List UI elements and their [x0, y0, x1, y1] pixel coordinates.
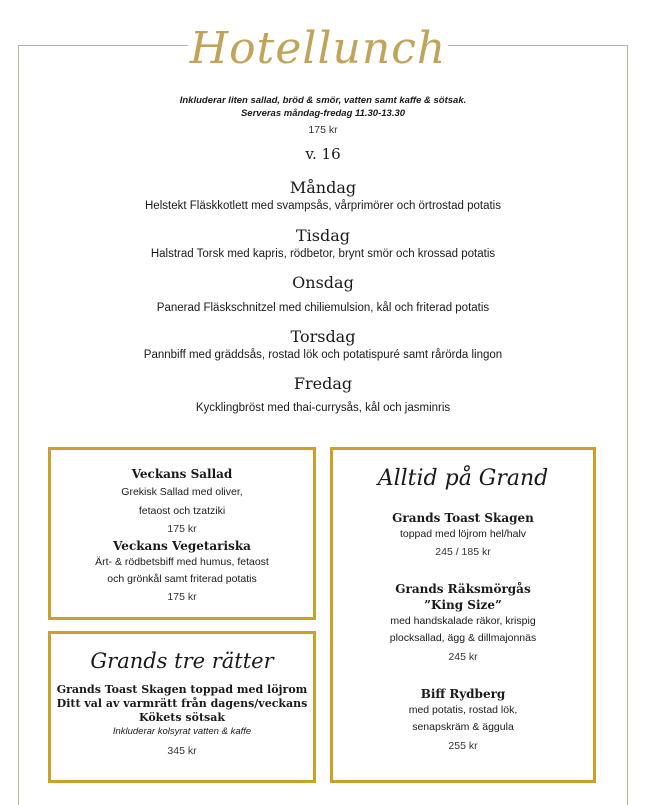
day-monday: Måndag: [289, 178, 357, 197]
always-item3-price: 255 kr: [448, 740, 478, 752]
day-wednesday: Onsdag: [292, 273, 354, 292]
always-item1-desc: toppad med löjrom hel/halv: [399, 528, 527, 540]
always-item2-title: Grands Räksmörgås: [395, 582, 531, 596]
day-thursday: Torsdag: [290, 327, 356, 346]
dish-wednesday: Panerad Fläskschnitzel med chiliemulsion, kål och friterad potatis: [156, 302, 490, 314]
page-title: Hotellunch: [189, 23, 447, 74]
weekly-salad-title: Veckans Sallad: [131, 467, 233, 481]
always-item3-desc1: med potatis, rostad lök,: [408, 704, 518, 716]
weekly-salad-line1: Grekisk Sallad med oliver,: [121, 486, 243, 498]
three-price: 345 kr: [167, 745, 197, 757]
always-item2-sub: ”King Size”: [424, 598, 502, 612]
always-item1-title: Grands Toast Skagen: [392, 511, 534, 525]
weekly-veg-line2: och grönkål samt friterad potatis: [107, 573, 257, 585]
always-item1-price: 245 / 185 kr: [435, 546, 491, 558]
weekly-veg-title: Veckans Vegetariska: [113, 539, 251, 553]
weekly-veg-price: 175 kr: [167, 591, 197, 603]
intro-served: Serveras måndag-fredag 11.30-13.30: [240, 108, 406, 119]
always-item3-title: Biff Rydberg: [420, 687, 506, 701]
lunch-price: 175 kr: [308, 124, 338, 136]
always-item2-desc1: med handskalade räkor, krispig: [390, 615, 536, 627]
weekly-veg-line1: Ärt- & rödbetsbiff med humus, fetaost: [95, 556, 269, 568]
week-number: v. 16: [305, 145, 341, 163]
three-line1: Grands Toast Skagen toppad med löjrom: [56, 683, 308, 696]
always-item2-desc2: plocksallad, ägg & dillmajonnäs: [389, 632, 537, 644]
always-box: [330, 447, 596, 783]
three-note: Inkluderar kolsyrat vatten & kaffe: [112, 726, 252, 737]
weekly-salad-line2: fetaost och tzatziki: [138, 505, 226, 517]
frame-top-left: [18, 45, 188, 46]
three-courses-box: [48, 631, 316, 783]
dish-tuesday: Halstrad Torsk med kapris, rödbetor, brynt smör och krossad potatis: [150, 248, 496, 260]
always-title: Alltid på Grand: [377, 466, 549, 491]
frame-top-right: [448, 45, 628, 46]
intro-includes: Inkluderar liten sallad, bröd & smör, vatten samt kaffe & sötsak.: [179, 95, 467, 106]
day-friday: Fredag: [293, 374, 353, 393]
three-line3: Kökets sötsak: [139, 711, 225, 724]
always-item3-desc2: senapskräm & äggula: [412, 721, 514, 733]
weekly-box: [48, 447, 316, 620]
three-courses-title: Grands tre rätter: [90, 649, 274, 673]
weekly-salad-price: 175 kr: [167, 523, 197, 535]
dish-friday: Kycklingbröst med thai-currysås, kål och jasminris: [195, 402, 451, 414]
three-line2: Ditt val av varmrätt från dagens/veckans: [56, 697, 308, 710]
dish-monday: Helstekt Fläskkotlett med svampsås, vårprimörer och örtrostad potatis: [145, 200, 501, 212]
dish-thursday: Pannbiff med gräddsås, rostad lök och potatispuré samt rårörda lingon: [143, 349, 503, 361]
day-tuesday: Tisdag: [295, 226, 351, 245]
always-item2-price: 245 kr: [448, 651, 478, 663]
